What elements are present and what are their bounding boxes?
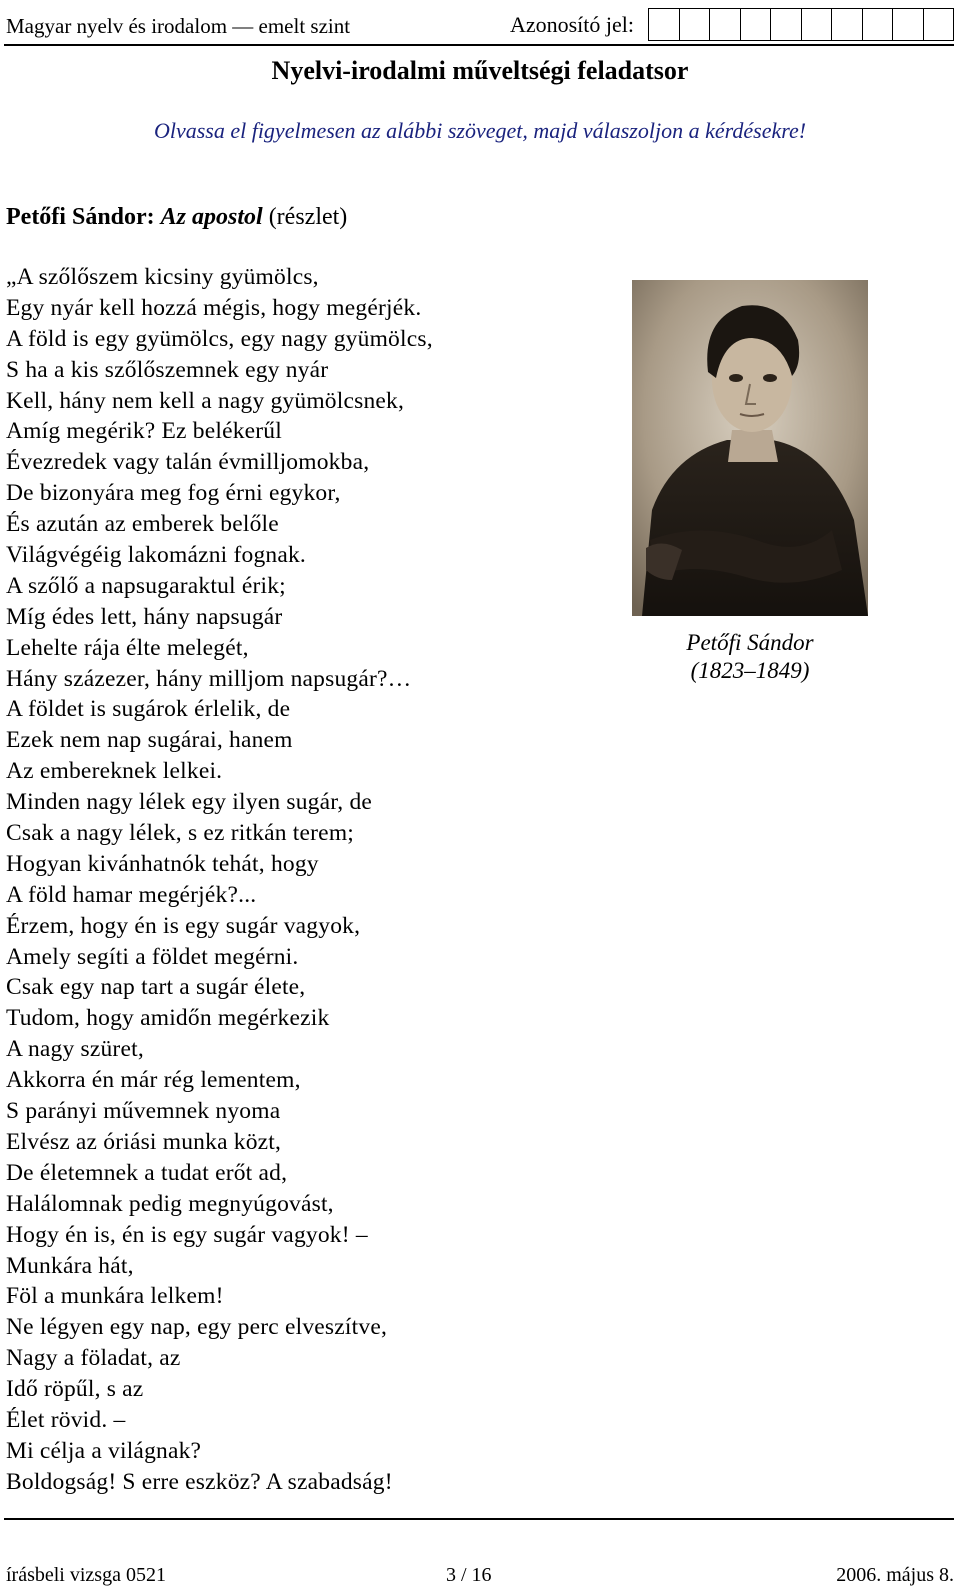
- poem-line: Hogyan kivánhatnók tehát, hogy: [6, 850, 319, 877]
- poem-line: Idő röpűl, s az: [6, 1376, 144, 1403]
- poem-line: Halálomnak pedig megnyúgovást,: [6, 1190, 334, 1217]
- footer-divider: [4, 1518, 954, 1520]
- id-field: [510, 8, 954, 41]
- poem-note: (részlet): [268, 204, 348, 230]
- poem-line: Csak a nagy lélek, s ez ritkán terem;: [6, 820, 355, 847]
- poem-line: Munkára hát,: [6, 1252, 134, 1279]
- poem-line: A föld hamar megérjék?...: [6, 881, 257, 908]
- poem-line: A föld is egy gyümölcs, egy nagy gyümölcs,: [6, 325, 433, 352]
- poem-line: S parányi művemnek nyoma: [6, 1098, 281, 1125]
- footer-exam-code: írásbeli vizsga 0521: [6, 1564, 166, 1586]
- poem-line: Boldogság! S erre eszköz? A szabadság!: [6, 1468, 393, 1495]
- poem-line: Az embereknek lelkei.: [6, 758, 223, 785]
- instruction-text: Olvassa el figyelmesen az alábbi szöveget, majd válaszoljon a kérdésekre!: [153, 118, 807, 143]
- poem-line: Nagy a föladat, az: [6, 1345, 181, 1372]
- id-box[interactable]: [924, 9, 954, 40]
- poem-work-title: Az apostol: [160, 204, 263, 230]
- poem-line: Ne légyen egy nap, egy perc elveszítve,: [6, 1314, 388, 1341]
- poem-line: Tudom, hogy amidőn megérkezik: [6, 1005, 330, 1032]
- poem-line: Míg édes lett, hány napsugár: [6, 603, 283, 630]
- id-boxes[interactable]: [648, 8, 954, 41]
- portrait-caption-name: Petőfi Sándor: [686, 630, 814, 655]
- poem-text: [6, 262, 433, 1498]
- poem-line: Ezek nem nap sugárai, hanem: [6, 727, 293, 754]
- poem-line: Egy nyár kell hozzá mégis, hogy megérjék.: [6, 294, 422, 321]
- poem-line: Világvégéig lakomázni fognak.: [6, 542, 306, 569]
- page-title: Nyelvi-irodalmi műveltségi feladatsor: [271, 56, 689, 85]
- portrait-image: [632, 280, 868, 616]
- poem-line: De életemnek a tudat erőt ad,: [6, 1159, 288, 1186]
- id-box[interactable]: [832, 9, 863, 40]
- id-box[interactable]: [771, 9, 802, 40]
- poem-line: Hány százezer, hány milljom napsugár?…: [6, 665, 412, 692]
- id-box[interactable]: [649, 9, 680, 40]
- id-box[interactable]: [802, 9, 833, 40]
- poem-heading: [6, 204, 347, 231]
- header-divider: [4, 44, 954, 46]
- poem-line: „A szőlőszem kicsiny gyümölcs,: [6, 264, 319, 290]
- id-box[interactable]: [710, 9, 741, 40]
- poem-line: Mi célja a világnak?: [6, 1437, 202, 1464]
- poem-line: Élet rövid. –: [6, 1406, 126, 1433]
- poem-line: Hogy én is, én is egy sugár vagyok! –: [6, 1221, 368, 1248]
- footer-date: 2006. május 8.: [836, 1564, 954, 1586]
- poem-line: Kell, hány nem kell a nagy gyümölcsnek,: [6, 387, 405, 414]
- poem-line: S ha a kis szőlőszemnek egy nyár: [6, 356, 329, 383]
- poem-line: Csak egy nap tart a sugár élete,: [6, 974, 306, 1001]
- id-box[interactable]: [893, 9, 924, 40]
- footer-page-number: 3 / 16: [446, 1564, 492, 1586]
- id-label: Azonosító jel:: [509, 12, 634, 37]
- poem-line: Föl a munkára lelkem!: [6, 1283, 224, 1310]
- poem-line: A nagy szüret,: [6, 1036, 144, 1063]
- poem-line: A szőlő a napsugaraktul érik;: [6, 572, 286, 599]
- poem-line: Évezredek vagy talán évmilljomokba,: [6, 449, 370, 476]
- poem-author: Petőfi Sándor:: [6, 204, 155, 230]
- page-header: [6, 8, 954, 42]
- id-box[interactable]: [863, 9, 894, 40]
- poem-line: Amely segíti a földet megérni.: [6, 943, 299, 970]
- poem-line: Amíg megérik? Ez belékerűl: [6, 418, 282, 445]
- subject-label: Magyar nyelv és irodalom — emelt szint: [6, 14, 351, 38]
- poem-line: Lehelte rája élte melegét,: [6, 634, 249, 661]
- portrait-caption-years: (1823–1849): [690, 658, 810, 683]
- poem-line: És azután az emberek belőle: [6, 511, 279, 538]
- poem-line: Minden nagy lélek egy ilyen sugár, de: [6, 789, 373, 816]
- id-box[interactable]: [680, 9, 711, 40]
- poem-line: Érzem, hogy én is egy sugár vagyok,: [6, 912, 361, 939]
- poem-line: De bizonyára meg fog érni egykor,: [6, 480, 341, 507]
- poem-line: Elvész az óriási munka közt,: [6, 1128, 282, 1155]
- poem-line: A földet is sugárok érlelik, de: [6, 696, 291, 723]
- poem-line: Akkorra én már rég lementem,: [6, 1067, 301, 1094]
- id-box[interactable]: [741, 9, 772, 40]
